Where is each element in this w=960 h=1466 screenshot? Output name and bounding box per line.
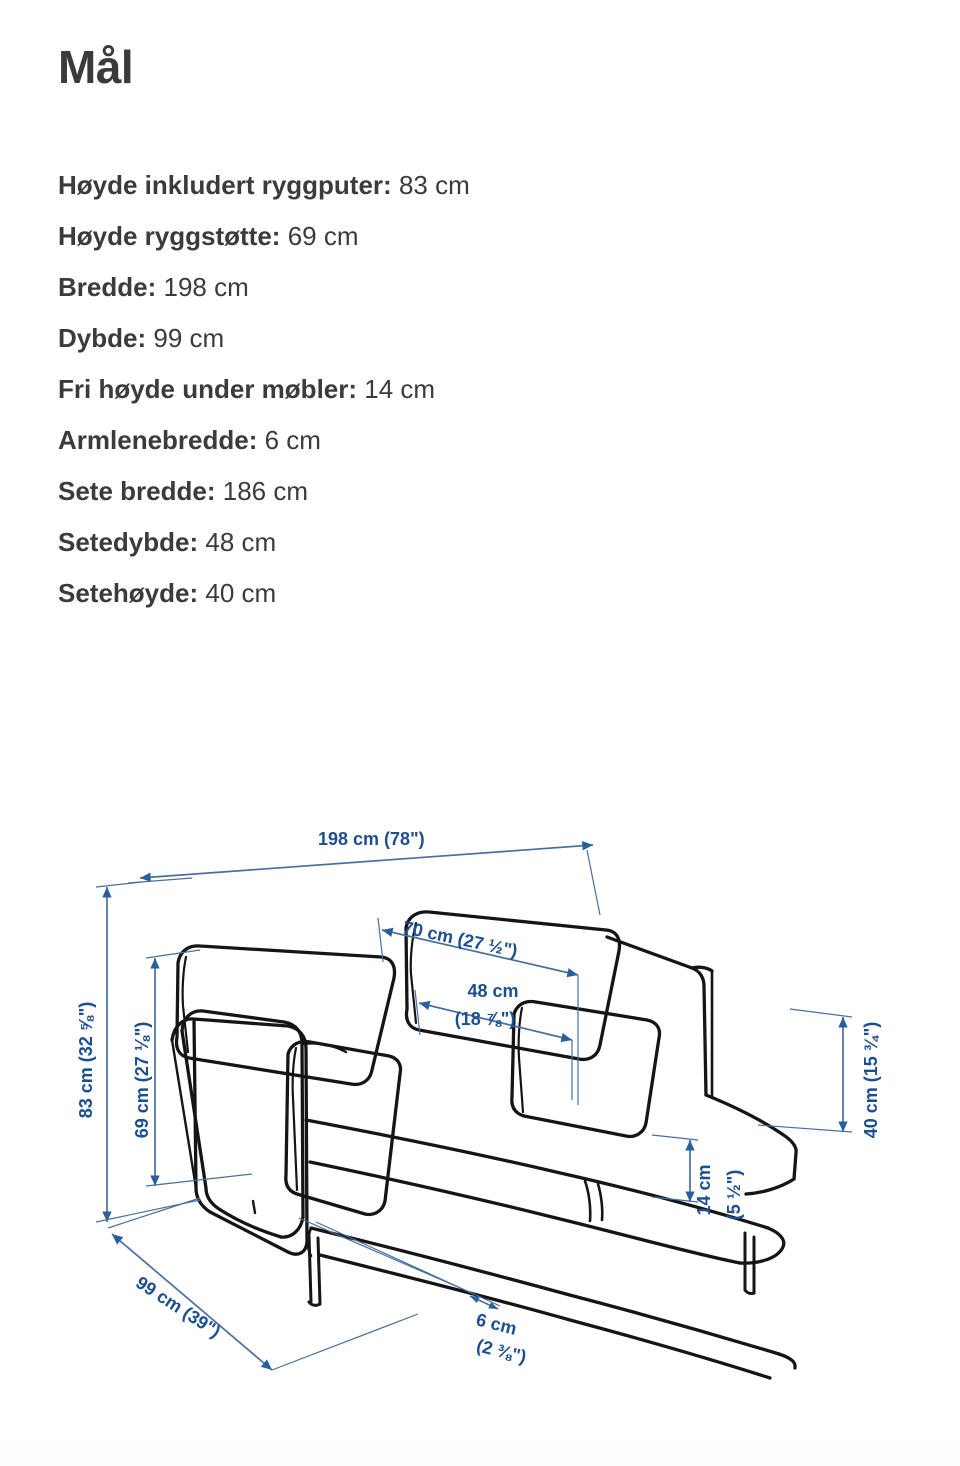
dimension-spec-list <box>58 160 758 619</box>
sofa-dimension-svg <box>0 790 960 1410</box>
spec-value: 14 cm <box>364 374 436 404</box>
spec-label: Sete bredde: <box>58 476 216 506</box>
spec-row <box>58 466 758 517</box>
dim-line-6 <box>299 1218 500 1309</box>
spec-label: Armlenebredde: <box>58 425 258 455</box>
dim-label-clearance-line2: (5 ½") <box>724 1169 744 1221</box>
dim-label-seat-height: 40 cm (15 ¾") <box>861 1021 881 1139</box>
spec-row <box>58 415 758 466</box>
dim-line-40 <box>758 1009 852 1132</box>
spec-label: Høyde inkludert ryggputer: <box>58 170 392 200</box>
spec-value: 186 cm <box>222 476 308 506</box>
spec-label: Setedybde: <box>58 527 199 557</box>
spec-row <box>58 160 758 211</box>
spec-value: 99 cm <box>153 323 225 353</box>
dim-line-14 <box>652 1135 698 1202</box>
sofa-legs <box>253 1201 754 1305</box>
spec-row <box>58 313 758 364</box>
page-title: Mål <box>58 41 134 93</box>
spec-row <box>58 517 758 568</box>
sofa-dimension-drawing <box>0 790 960 1410</box>
spec-value: 48 cm <box>205 527 277 557</box>
spec-row <box>58 364 758 415</box>
spec-label: Dybde: <box>58 323 147 353</box>
spec-label: Setehøyde: <box>58 578 199 608</box>
lumbar-cushion-right <box>512 1002 660 1137</box>
spec-label: Bredde: <box>58 272 157 302</box>
bottom-edge-band <box>0 1440 960 1466</box>
spec-value: 198 cm <box>163 272 249 302</box>
spec-label: Fri høyde under møbler: <box>58 374 358 404</box>
spec-value: 6 cm <box>264 425 321 455</box>
dim-label-armrest-line2: (2 ⅜") <box>474 1335 529 1367</box>
dim-label-back-height: 69 cm (27 ⅛") <box>132 1021 152 1139</box>
dimension-lines-group <box>96 845 852 1370</box>
dim-label-depth: 99 cm (39") <box>132 1272 225 1342</box>
spec-value: 83 cm <box>398 170 470 200</box>
spec-value: 40 cm <box>205 578 277 608</box>
spec-value: 69 cm <box>287 221 359 251</box>
spec-row <box>58 211 758 262</box>
dim-label-width: 198 cm (78") <box>318 829 425 849</box>
dim-label-back-cushion-depth: 70 cm (27 ½") <box>401 917 520 962</box>
spec-label: Høyde ryggstøtte: <box>58 221 281 251</box>
dim-label-seat-depth-line1: 48 cm <box>467 981 519 1001</box>
dim-label-armrest-line1: 6 cm <box>474 1309 519 1339</box>
spec-row <box>58 262 758 313</box>
dim-label-clearance-line1: 14 cm <box>694 1164 714 1216</box>
sofa-right-armrest <box>706 1095 796 1194</box>
back-cushion-left <box>177 946 395 1085</box>
dimension-labels-group <box>76 829 881 1367</box>
spec-row <box>58 568 758 619</box>
sofa-base-frame <box>308 1228 795 1378</box>
dim-label-seat-depth-line2: (18 ⅞") <box>454 1009 516 1029</box>
dim-label-height-with-cushions: 83 cm (32 ⅝") <box>76 1001 96 1119</box>
dim-line-198 <box>128 845 600 915</box>
